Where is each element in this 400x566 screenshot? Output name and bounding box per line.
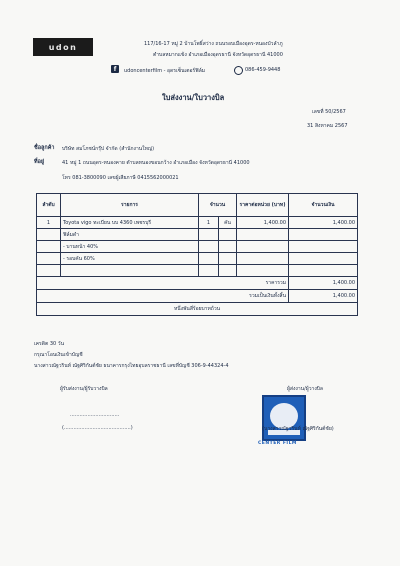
grand-total-value: 1,400.00 — [289, 290, 358, 303]
table-row — [37, 229, 358, 241]
blank-row — [37, 265, 358, 277]
phone-icon — [234, 66, 243, 75]
table-row — [37, 217, 358, 229]
row-no: 1 — [37, 217, 61, 229]
header-amount: จำนวนเงิน — [289, 194, 358, 217]
customer-address: 41 หมู่ 1 ถนนอุดร-หนองคาย ตำบลหนองขอนกว้าง อำเภอเมือง จังหวัดอุดรธานี 41000 — [62, 160, 250, 166]
row-desc: - รอบคัน 60% — [61, 253, 199, 265]
credit-terms: เครดิต 30 วัน — [34, 341, 64, 347]
table-row — [37, 253, 358, 265]
document-number: เลขที่ 50/2567 — [312, 109, 346, 115]
header-desc: รายการ — [61, 194, 199, 217]
receiver-label: ผู้รับส่งงาน/ผู้รับวางบิล — [60, 386, 108, 392]
row-unit: คัน — [219, 217, 237, 229]
bank-account: นางสาวณัฐวรินท์ ณัฐศิริกันต์ชัย ธนาคารกรุงไทยอุบลราชธานี เลขที่บัญชี 306-9-44324-4 — [34, 363, 229, 369]
row-price: 1,400.00 — [237, 217, 289, 229]
customer-name: บริษัท สมโภชน์กรุ๊ป จำกัด (สำนักงานใหญ่) — [62, 146, 155, 152]
subtotal-row — [37, 277, 358, 290]
facebook-name: udoncenterfilm - อุดรเซ็นเตอร์ฟิล์ม — [124, 68, 206, 74]
table-row — [37, 241, 358, 253]
company-logo: udon — [33, 38, 93, 56]
grand-total-row — [37, 290, 358, 303]
company-stamp — [262, 395, 306, 441]
transfer-note: กรุณาโอนเงินเข้าบัญชี — [34, 352, 83, 358]
customer-contact: โทร 081-3800090 เลขผู้เสียภาษี 0415562000021 — [62, 175, 179, 181]
phone-number: 086-459-9448 — [245, 67, 281, 73]
row-desc: - บานหน้า 40% — [61, 241, 199, 253]
amount-in-words: หนึ่งพันสี่ร้อยบาทถ้วน — [37, 303, 358, 316]
header-price: ราคาต่อหน่วย (บาท) — [237, 194, 289, 217]
sender-name: (นางสาวณัฐวรินท์ ณัฐศิริกันต์ชัย) — [262, 426, 334, 432]
facebook-icon: f — [111, 65, 119, 73]
stamp-text: CENTER FILM — [258, 441, 297, 446]
document-title: ใบส่งงาน/ใบวางบิล — [162, 93, 225, 102]
address-line-2: ตำบลหมากแข้ง อำเภอเมืองอุดรธานี จังหวัดอุดรธานี 41000 — [153, 52, 283, 58]
subtotal-value: 1,400.00 — [289, 277, 358, 290]
amount-words-row — [37, 303, 358, 316]
address-line-1: 117/16-17 หมู่ 2 บ้านโพธิ์สว่าง ถนนรอบเมืองอุดร-หนองบัวลำภู — [144, 41, 283, 47]
document-date: 31 สิงหาคม 2567 — [307, 123, 348, 129]
customer-name-label: ชื่อลูกค้า — [34, 145, 55, 151]
table-header-row — [37, 194, 358, 217]
row-qty: 1 — [199, 217, 219, 229]
row-desc: ฟิล์มดำ — [61, 229, 199, 241]
header-qty: จำนวน — [199, 194, 237, 217]
grand-total-label: รวมเป็นเงินทั้งสิ้น — [37, 290, 289, 303]
header-no: ลำดับ — [37, 194, 61, 217]
row-desc: Toyota vigo ทะเบียน บบ 4360 เพชรบุรี — [61, 217, 199, 229]
receiver-name-line: (..........................................) — [62, 425, 133, 431]
customer-address-label: ที่อยู่ — [34, 159, 45, 165]
items-table — [36, 193, 358, 316]
subtotal-label: ราคารวม — [37, 277, 289, 290]
receiver-signature-line: ............................... — [70, 412, 120, 418]
row-amount: 1,400.00 — [289, 217, 358, 229]
sender-label: ผู้ส่งงาน/ผู้วางบิล — [287, 386, 323, 392]
